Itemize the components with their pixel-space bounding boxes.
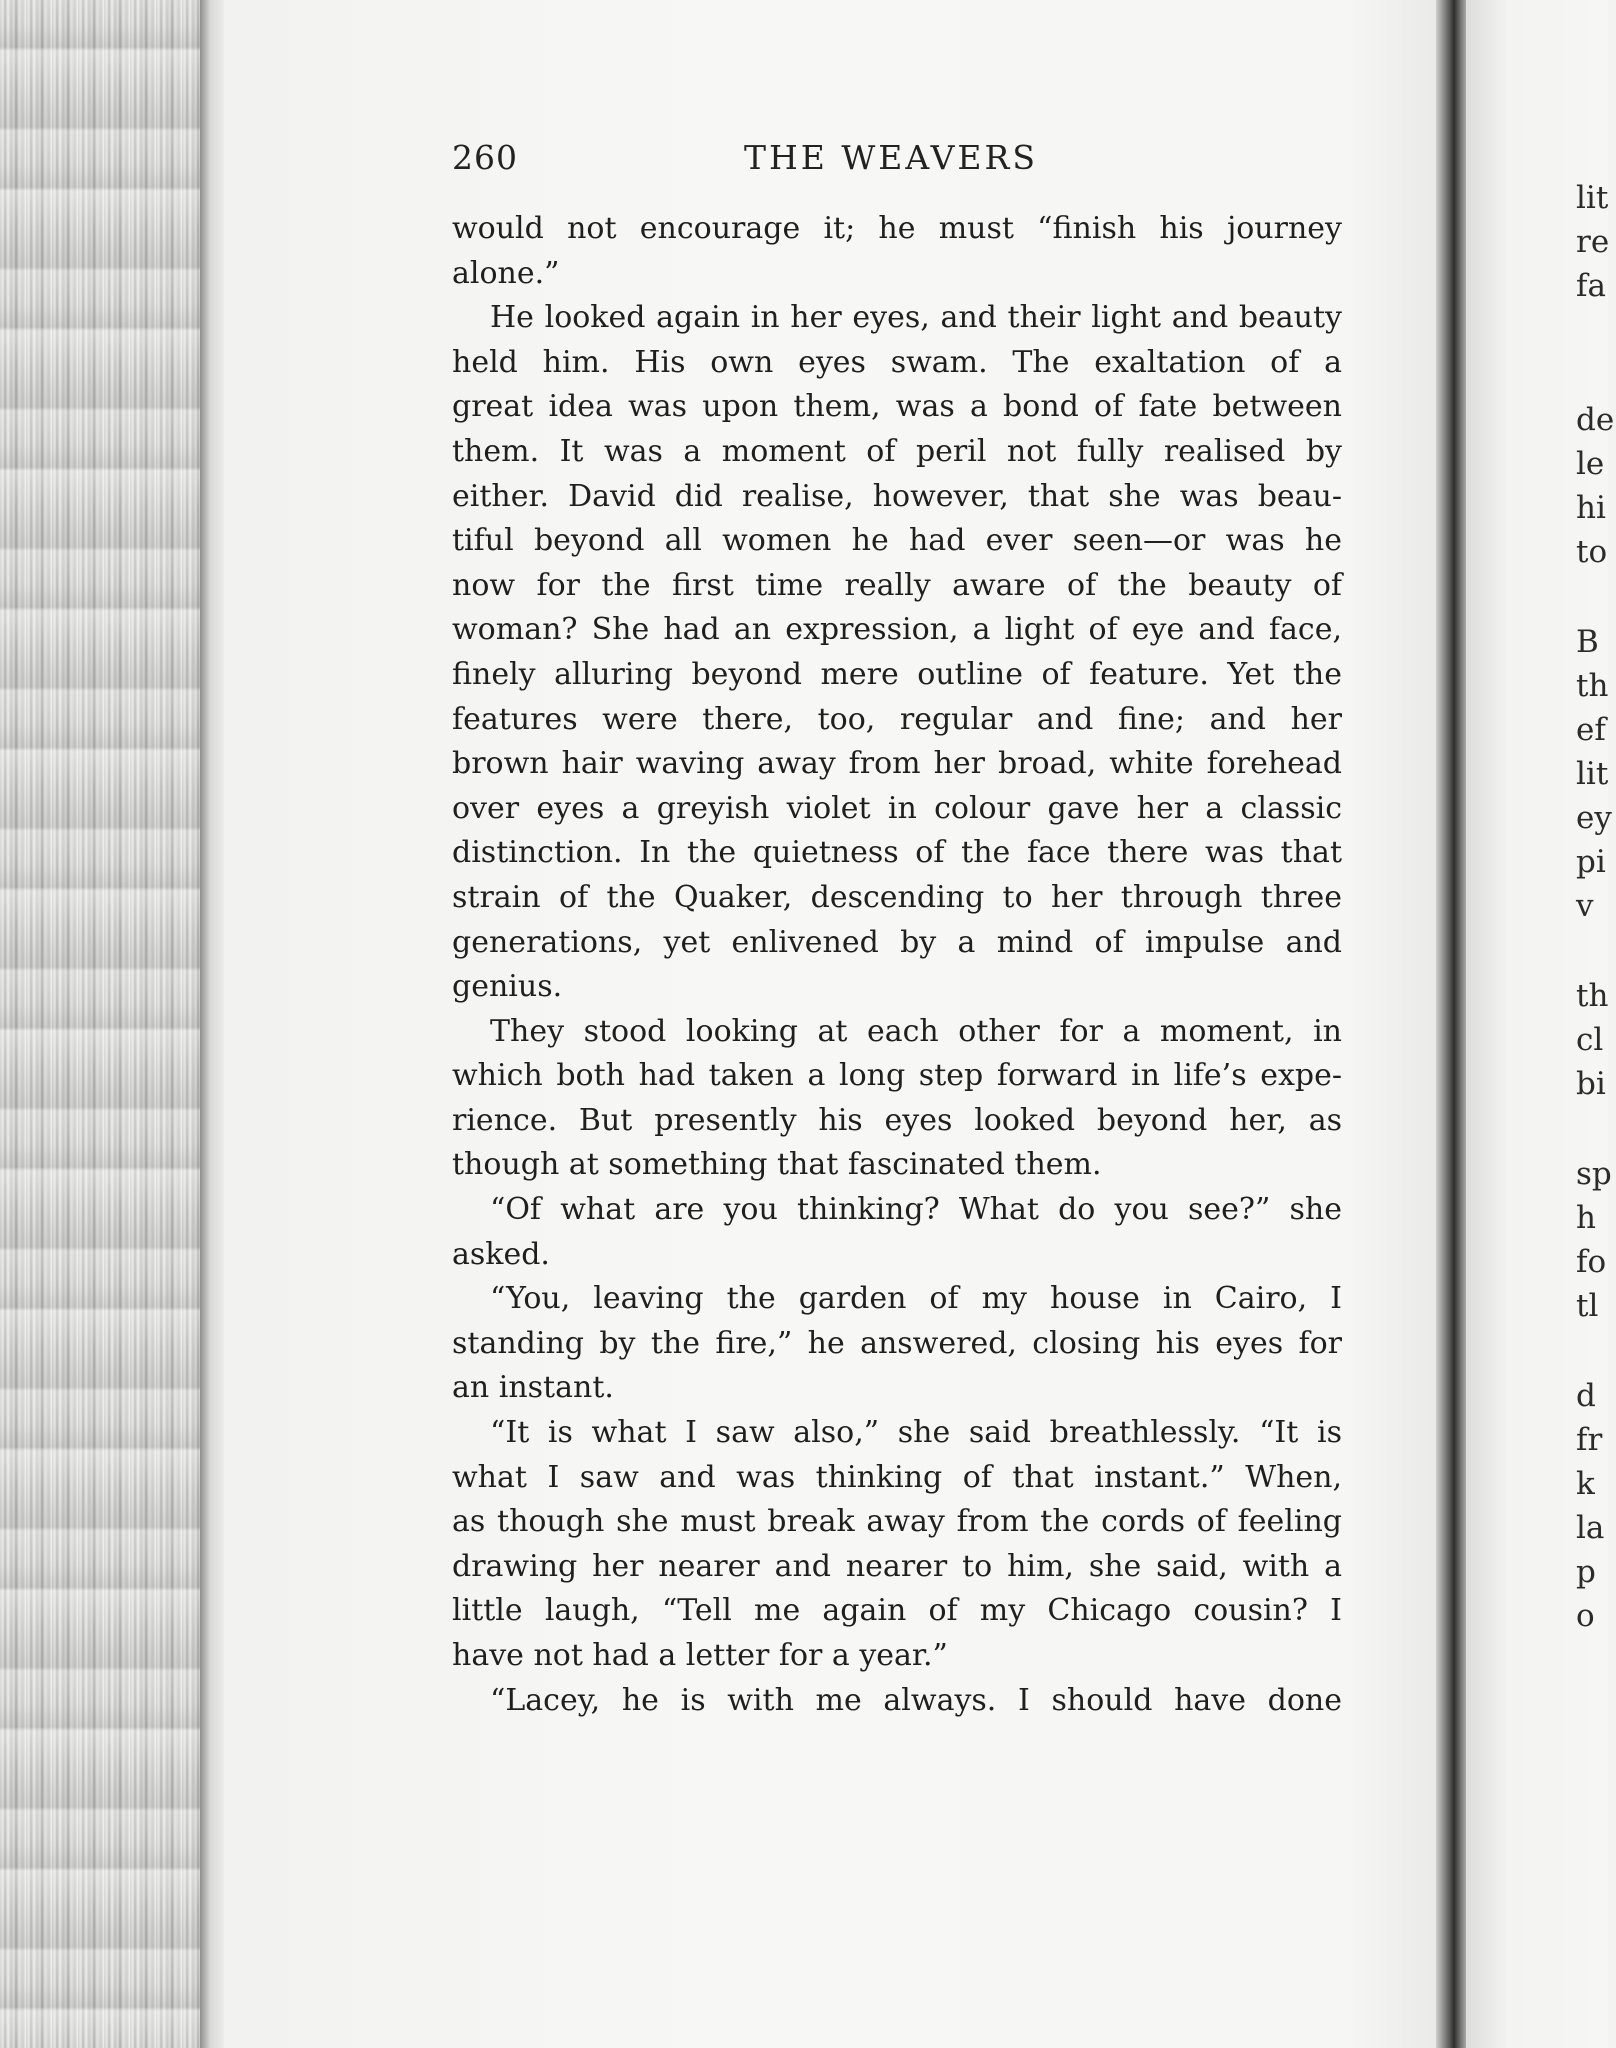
text-line: them. It was a moment of peril not fully realised by	[452, 433, 1342, 469]
facing-line-fragment: v	[1576, 888, 1594, 924]
facing-line-fragment: k	[1576, 1466, 1595, 1502]
facing-line-fragment: re	[1576, 224, 1610, 260]
facing-line-fragment: de	[1576, 402, 1615, 438]
text-line: distinction. In the quietness of the face there was that	[452, 835, 1342, 871]
text-line: standing by the fire,” he answered, closing his eyes for	[452, 1325, 1342, 1361]
facing-line-fragment: lit	[1576, 180, 1609, 216]
facing-line-fragment: pi	[1576, 844, 1606, 880]
text-line: “Lacey, he is with me always. I should have done	[490, 1682, 1342, 1718]
text-line: asked.	[452, 1236, 550, 1272]
facing-line-fragment: bi	[1576, 1066, 1606, 1102]
text-line: have not had a letter for a year.”	[452, 1638, 948, 1673]
text-line: features were there, too, regular and fine; and her	[452, 701, 1342, 737]
text-line: though at something that fascinated them.	[452, 1147, 1102, 1183]
text-line: tiful beyond all women he had ever seen—or was he	[452, 523, 1342, 559]
facing-line-fragment: th	[1576, 668, 1609, 704]
facing-line-fragment: fr	[1576, 1422, 1603, 1458]
text-line: rience. But presently his eyes looked beyond her, as	[452, 1102, 1342, 1138]
text-line: little laugh, “Tell me again of my Chicago cousin? I	[452, 1593, 1342, 1629]
book-gutter	[1436, 0, 1466, 2048]
page-edges	[0, 0, 222, 2048]
facing-line-fragment: to	[1576, 534, 1608, 570]
facing-line-fragment: le	[1576, 446, 1605, 482]
text-line: what I saw and was thinking of that instant.” When,	[452, 1459, 1342, 1495]
facing-line-fragment: sp	[1576, 1156, 1612, 1192]
page-edge-shadow	[200, 0, 226, 2048]
running-head	[452, 138, 1342, 188]
facing-line-fragment: o	[1576, 1598, 1595, 1634]
facing-line-fragment: th	[1576, 978, 1609, 1014]
facing-line-fragment: ey	[1576, 800, 1612, 836]
text-line: strain of the Quaker, descending to her through three	[452, 879, 1342, 915]
text-line: brown hair waving away from her broad, white forehead	[452, 746, 1342, 782]
text-line: would not encourage it; he must “finish his journey	[452, 211, 1342, 246]
facing-line-fragment: d	[1576, 1378, 1596, 1414]
text-line: woman? She had an expression, a light of eye and face,	[452, 612, 1342, 648]
text-line: which both had taken a long step forward in life’s expe-	[452, 1058, 1342, 1094]
text-line: an instant.	[452, 1370, 614, 1406]
facing-line-fragment: la	[1576, 1510, 1605, 1546]
text-line: finely alluring beyond mere outline of feature. Yet the	[452, 656, 1342, 692]
text-line: over eyes a greyish violet in colour gave her a classic	[452, 790, 1342, 826]
text-line: They stood looking at each other for a moment, in	[490, 1013, 1342, 1049]
text-line: held him. His own eyes swam. The exaltation of a	[452, 344, 1342, 380]
facing-line-fragment: ef	[1576, 712, 1606, 748]
facing-line-fragment: lit	[1576, 756, 1609, 792]
text-line: “Of what are you thinking? What do you see?” she	[490, 1192, 1342, 1228]
text-line: either. David did realise, however, that she was beau-	[452, 478, 1342, 514]
facing-line-fragment: cl	[1576, 1022, 1604, 1058]
facing-line-fragment: h	[1576, 1200, 1596, 1236]
text-line: great idea was upon them, was a bond of fate between	[452, 389, 1342, 425]
facing-line-fragment: p	[1576, 1554, 1596, 1590]
page-number: 260	[452, 138, 518, 177]
text-line: He looked again in her eyes, and their light and beauty	[490, 300, 1342, 336]
text-line: genius.	[452, 969, 563, 1005]
facing-line-fragment: B	[1576, 624, 1599, 660]
text-line: alone.”	[452, 255, 560, 291]
facing-line-fragment: fo	[1576, 1244, 1607, 1280]
body-text	[452, 207, 1342, 1723]
text-line: as though she must break away from the cords of feeling	[452, 1504, 1342, 1540]
text-line: now for the first time really aware of the beauty of	[452, 567, 1342, 603]
facing-line-fragment: fa	[1576, 268, 1606, 304]
facing-line-fragment: tl	[1576, 1288, 1599, 1324]
text-line: generations, yet enlivened by a mind of impulse and	[452, 924, 1342, 960]
text-line: “You, leaving the garden of my house in Cairo, I	[490, 1281, 1342, 1317]
text-line: “It is what I saw also,” she said breathlessly. “It is	[490, 1415, 1342, 1451]
running-title: THE WEAVERS	[744, 138, 1038, 177]
facing-line-fragment: hi	[1576, 490, 1606, 526]
text-line: drawing her nearer and nearer to him, she said, with a	[452, 1548, 1342, 1584]
facing-page	[1466, 0, 1615, 2048]
